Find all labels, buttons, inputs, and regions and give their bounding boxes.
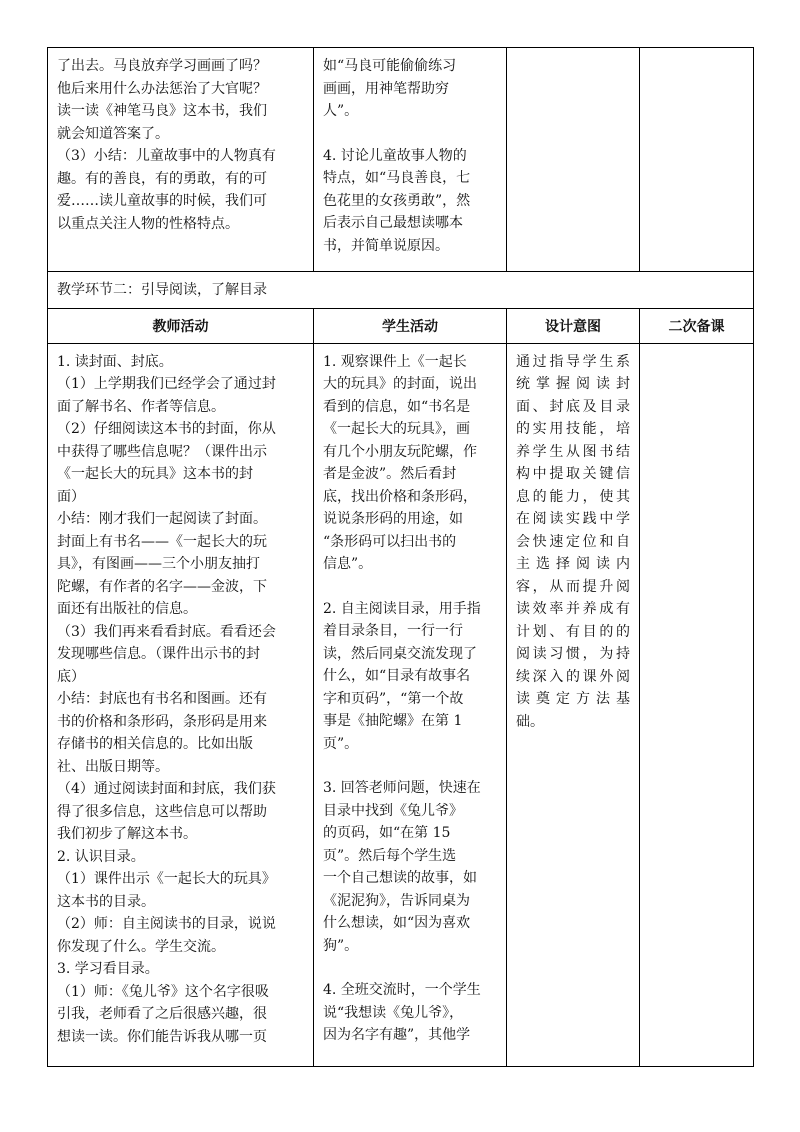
text-line: 色花里的女孩勇敢”，然 — [323, 192, 471, 209]
text-line: 社、出版日期等。 — [57, 758, 169, 775]
text-line: 存储书的相关信息的。比如出版 — [57, 736, 253, 752]
text-line: 因为名字有趣”，其他学 — [323, 1027, 471, 1043]
student-step-1 — [323, 351, 497, 576]
text-line: 息的能力，使其 — [516, 488, 630, 505]
text-line: 4. 讨论儿童故事人物的 — [323, 147, 467, 164]
text-line: 我们初步了解这本书。 — [57, 826, 197, 842]
text-line: 读，然后同桌交流发现了 — [323, 645, 477, 662]
text-line: 《泥泥狗》，告诉同桌为 — [323, 892, 470, 909]
student-step-3 — [323, 777, 497, 957]
text-line: 础。 — [516, 713, 544, 730]
text-line: 以重点关注人物的性格特点。 — [57, 215, 239, 232]
text-line: 面） — [57, 488, 85, 505]
text-line: 2. 自主阅读目录，用手指 — [323, 600, 481, 617]
text-line: 者是金波”。然后看封 — [323, 466, 457, 482]
text-line: 有几个小朋友玩陀螺，作 — [323, 443, 477, 460]
text-line: 1. 观察课件上《一起长 — [323, 353, 467, 370]
text-line: （1）上学期我们已经学会了通过封 — [57, 376, 276, 392]
text-line: 通过指导学生系 — [516, 353, 630, 370]
text-line: 发现哪些信息。（课件出示书的封 — [57, 646, 260, 662]
text-line: 具》，有图画——三个小朋友抽打 — [57, 556, 260, 572]
main-content-row — [48, 343, 754, 1066]
text-line: 统掌握阅读封 — [516, 376, 630, 392]
text-line: 4. 全班交流时，一个学生 — [323, 982, 481, 998]
text-line: 趣。有的善良，有的勇敢，有的可 — [57, 170, 267, 187]
text-line: 读奠定方法基 — [516, 691, 630, 707]
text-line: 中获得了哪些信息呢？（课件出示 — [57, 443, 267, 460]
text-line: 在阅读实践中学 — [516, 511, 630, 527]
text-line: 3. 回答老师问题，快速在 — [323, 780, 481, 796]
text-line: 特点，如“马良善良，七 — [323, 170, 471, 186]
header-secondary-prep: 二次备课 — [640, 309, 754, 344]
student-activity-cell — [314, 48, 507, 272]
text-line: 说“我想读《兔儿爷》， — [323, 1004, 464, 1021]
text-line: （1）师：《兔儿爷》这个名字很吸 — [57, 983, 269, 1000]
text-line: 1. 读封面、封底。 — [57, 353, 173, 370]
lesson-plan-table — [47, 47, 754, 1067]
text-line: 看到的信息，如“书名是 — [323, 398, 471, 415]
header-design-intent: 设计意图 — [507, 309, 640, 344]
text-line: 引我，老师看了之后很感兴趣，很 — [57, 1006, 267, 1022]
text-line: 的页码，如“在第 15 — [323, 825, 451, 841]
text-line: 页”。 — [323, 735, 359, 752]
text-line: 人”。 — [323, 103, 359, 119]
student-text-continued — [323, 55, 497, 123]
text-line: 计划、有目的的 — [516, 623, 630, 640]
student-step-2 — [323, 598, 497, 756]
text-line: 爱……读儿童故事的时候，我们可 — [57, 193, 267, 209]
text-line: （3）小结：儿童故事中的人物真有 — [57, 148, 276, 164]
text-line: 小结：刚才我们一起阅读了封面。 — [57, 511, 267, 527]
text-line: 的实用技能，培 — [516, 421, 630, 437]
teacher-activity-text — [57, 351, 304, 1049]
text-line: 阅读习惯，为持 — [516, 646, 630, 662]
header-student-activity: 学生活动 — [314, 309, 507, 344]
text-line: 事是《抽陀螺》在第 1 — [323, 713, 463, 729]
teacher-activity-cell — [48, 343, 314, 1066]
text-line: 读一读《神笔马良》这本书，我们 — [57, 103, 267, 119]
text-line: 封面上有书名——《一起长大的玩 — [57, 533, 267, 550]
text-line: 想读一读。你们能告诉我从哪一页 — [57, 1028, 267, 1045]
text-line: 《一起长大的玩具》这本书的封 — [57, 466, 253, 482]
text-line: 如“马良可能偷偷练习 — [323, 58, 457, 74]
text-line: （4）通过阅读封面和封底，我们获 — [57, 781, 276, 797]
text-line: 字和页码”，“第一个故 — [323, 690, 464, 707]
text-line: 2. 认识目录。 — [57, 848, 145, 865]
text-line: 什么想读，如“因为喜欢 — [323, 915, 471, 931]
text-line: 构中提取关键信 — [516, 466, 630, 482]
text-line: 陀螺，有作者的名字——金波，下 — [57, 578, 267, 595]
text-line: 信息”。 — [323, 556, 373, 572]
design-intent-cell — [507, 48, 640, 272]
text-line: 3. 学习看目录。 — [57, 961, 159, 977]
text-line: 续深入的课外阅 — [516, 668, 630, 685]
text-line: 读效率并养成有 — [516, 601, 630, 617]
text-line: 你发现了什么。学生交流。 — [57, 938, 225, 955]
text-line: 狗”。 — [323, 937, 359, 954]
text-line: （2）仔细阅读这本书的封面，你从 — [57, 421, 276, 437]
text-line: 目录中找到《兔儿爷》 — [323, 802, 463, 819]
text-line: （1）课件出示《一起长大的玩具》 — [57, 871, 276, 887]
student-step-4 — [323, 979, 497, 1047]
text-line: 这本书的目录。 — [57, 893, 155, 910]
text-line: 大的玩具》的封面，说出 — [323, 376, 477, 392]
text-line: 就会知道答案了。 — [57, 125, 169, 142]
secondary-prep-cell — [640, 48, 754, 272]
text-line: 养学生从图书结 — [516, 443, 630, 460]
text-line: 一个自己想读的故事，如 — [323, 870, 477, 886]
header-teacher-activity: 教师活动 — [48, 309, 314, 344]
text-line: 后表示自己最想读哪本 — [323, 215, 463, 231]
text-line: 了出去。马良放弃学习画画了吗？ — [57, 58, 267, 74]
text-line: 面还有出版社的信息。 — [57, 601, 197, 617]
text-line: 书，并简单说原因。 — [323, 237, 449, 254]
teacher-activity-cell — [48, 48, 314, 272]
text-line: 画画，用神笔帮助穷 — [323, 80, 449, 97]
design-intent-cell — [507, 343, 640, 1066]
text-line: 面、封底及目录 — [516, 398, 630, 415]
text-line: 《一起长大的玩具》，画 — [323, 421, 470, 437]
student-activity-cell — [314, 343, 507, 1066]
design-intent-text — [516, 351, 630, 734]
text-line: 着目录条目，一行一行 — [323, 623, 463, 639]
text-line: 说说条形码的用途，如 — [323, 511, 463, 527]
text-line: （3）我们再来看看封底。看看还会 — [57, 623, 276, 640]
text-line: 得了很多信息，这些信息可以帮助 — [57, 803, 267, 820]
student-step-4 — [323, 145, 497, 258]
text-line: （2）师：自主阅读书的目录，说说 — [57, 916, 276, 932]
header-row — [48, 309, 754, 344]
text-line: 书的价格和条形码，条形码是用来 — [57, 713, 267, 730]
section-row — [48, 272, 754, 309]
teacher-text-continued — [57, 55, 304, 235]
section-title: 教学环节二：引导阅读，了解目录 — [48, 272, 754, 309]
text-line: 小结：封底也有书名和图画。还有 — [57, 691, 267, 707]
text-line: 底，找出价格和条形码， — [323, 488, 477, 505]
secondary-prep-cell — [640, 343, 754, 1066]
text-line: 主选择阅读内 — [516, 556, 630, 572]
text-line: 面了解书名、作者等信息。 — [57, 398, 225, 415]
text-line: 页”。然后每个学生选 — [323, 847, 457, 864]
text-line: 他后来用什么办法惩治了大官呢？ — [57, 80, 267, 97]
text-line: 会快速定位和自 — [516, 533, 630, 550]
continuation-row — [48, 48, 754, 272]
text-line: “条形码可以扫出书的 — [323, 533, 457, 550]
text-line: 底） — [57, 668, 85, 685]
text-line: 什么，如“目录有故事名 — [323, 668, 471, 684]
text-line: 容，从而提升阅 — [516, 578, 630, 595]
